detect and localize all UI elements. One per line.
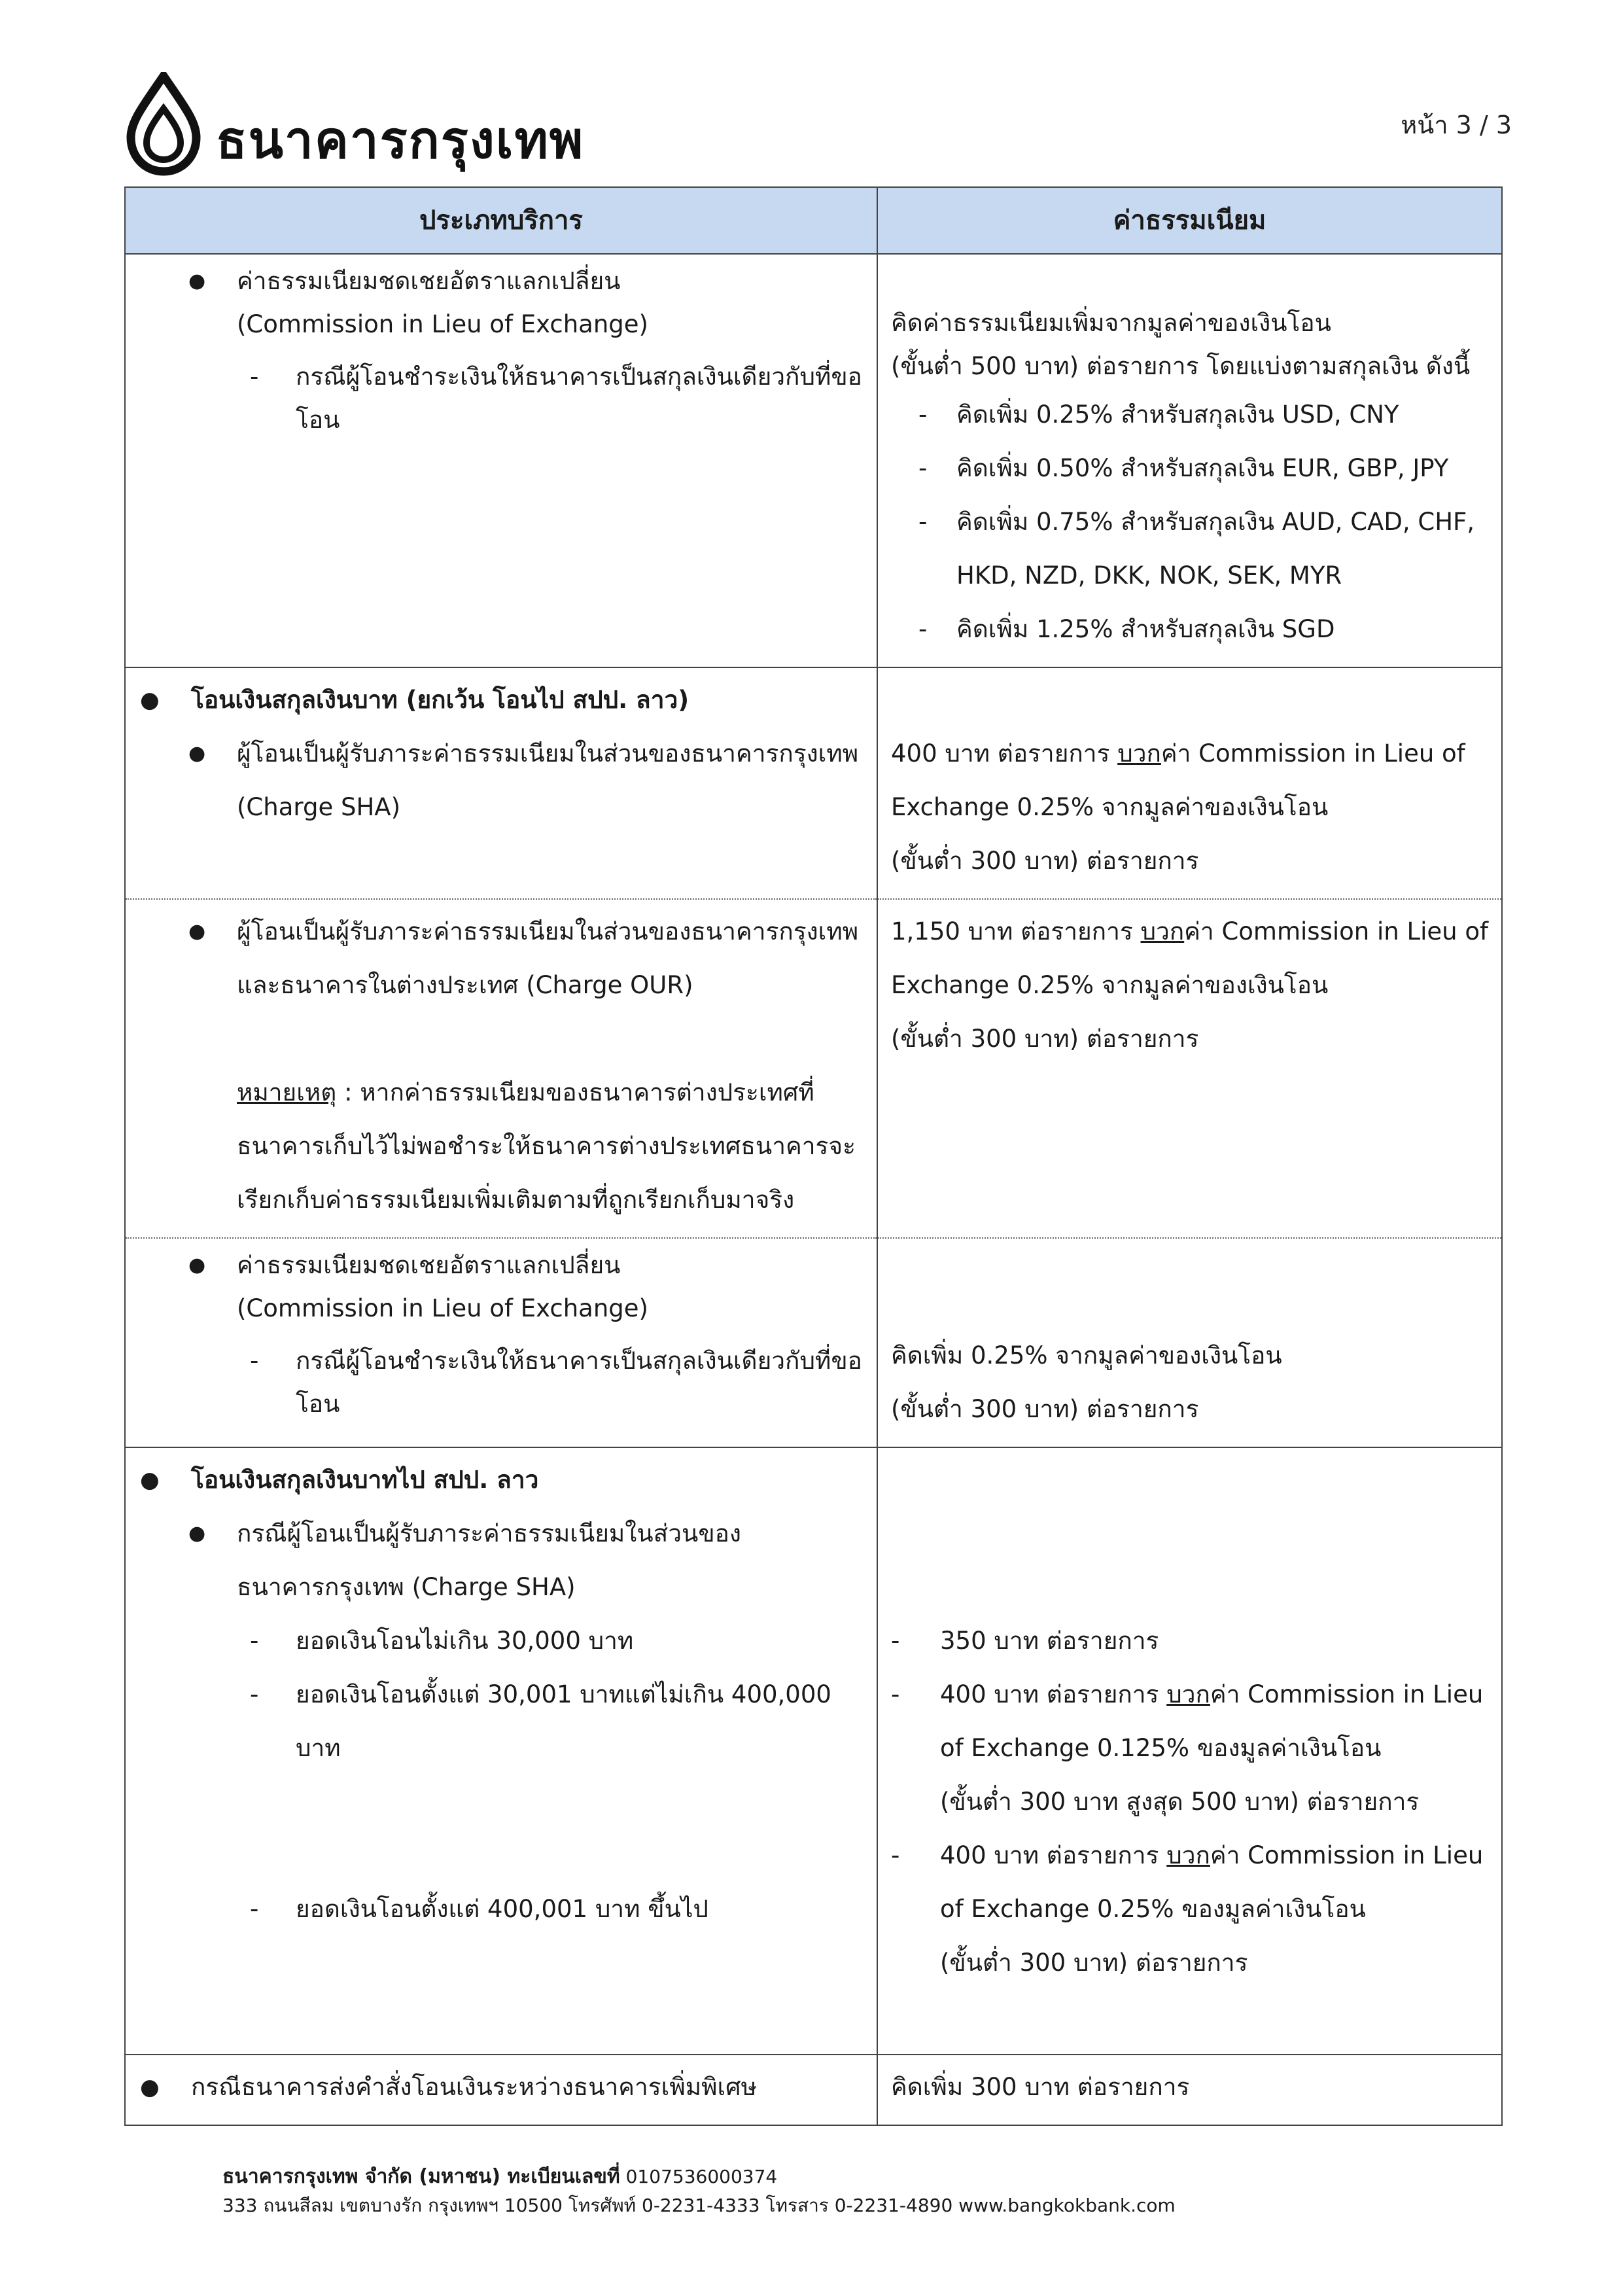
fee-minimum: (ขั้นต่ำ 300 บาท สูงสุด 500 บาท) ต่อรายการ xyxy=(940,1788,1420,1816)
footer-registration-number: 0107536000374 xyxy=(620,2166,778,2187)
fee-amount: 1,150 บาท ต่อรายการ xyxy=(891,917,1141,945)
service-item-en: (Commission in Lieu of Exchange) xyxy=(237,310,648,338)
table-row xyxy=(125,667,1502,899)
tier-fee xyxy=(878,1829,1501,1936)
fee-commission: ค่า Commission in Lieu of Exchange 0.25% จากมูลค่าของเงินโอน xyxy=(891,917,1489,999)
service-item: ● กรณีธนาคารส่งคำสั่งโอนเงินระหว่างธนาคารเพิ่มพิเศษ xyxy=(126,2060,877,2114)
service-item: ● ผู้โอนเป็นผู้รับภาระค่าธรรมเนียมในส่วนของธนาคารกรุงเทพ xyxy=(126,905,877,959)
service-subitem: - กรณีผู้โอนชำระเงินให้ธนาคารเป็นสกุลเงินเดียวกับที่ขอโอน xyxy=(126,1339,877,1426)
table-row xyxy=(125,899,1502,1238)
service-item-note: ธนาคารกรุงเทพ (Charge SHA) xyxy=(237,1573,576,1601)
table-row xyxy=(125,1238,1502,1447)
fee-cell xyxy=(877,667,1502,899)
table-row xyxy=(125,254,1502,667)
tier-item: - ยอดเงินโอนตั้งแต่ 30,001 บาทแต่ไม่เกิน 400,000 บาท xyxy=(126,1668,877,1775)
tier-fee xyxy=(878,1668,1501,1775)
table-row xyxy=(125,1447,1502,2055)
fee-commission: ค่า Commission in Lieu of Exchange 0.25% ของมูลค่าเงินโอน xyxy=(940,1841,1484,1923)
section-heading: ● โอนเงินสกุลเงินบาทไป สปป. ลาว xyxy=(126,1453,877,1507)
fee-amount: 400 บาท ต่อรายการ xyxy=(940,1680,1167,1708)
column-header-service: ประเภทบริการ xyxy=(125,187,877,254)
remark-text xyxy=(126,1066,877,1227)
fee-cell xyxy=(877,1238,1502,1447)
service-cell xyxy=(125,2055,877,2125)
service-item: ● กรณีผู้โอนเป็นผู้รับภาระค่าธรรมเนียมในส่วนของ xyxy=(126,1507,877,1561)
service-cell xyxy=(125,667,877,899)
service-cell xyxy=(125,1447,877,2055)
footer-company-line xyxy=(222,2163,1176,2191)
fee-line: (ขั้นต่ำ 500 บาท) ต่อรายการ โดยแบ่งตามสกุลเงิน ดังนี้ xyxy=(891,352,1471,380)
page-number: หน้า 3 / 3 xyxy=(1401,111,1512,139)
footer-address-line: 333 ถนนสีลม เขตบางรัก กรุงเทพฯ 10500 โทรศัพท์ 0-2231-4333 โทรสาร 0-2231-4890 www.bangkokbank.com xyxy=(222,2195,1176,2216)
service-item: ● ผู้โอนเป็นผู้รับภาระค่าธรรมเนียมในส่วนของธนาคารกรุงเทพ xyxy=(126,727,877,781)
fee-list-item: - คิดเพิ่ม 1.25% สำหรับสกุลเงิน SGD xyxy=(878,603,1501,656)
fee-amount: 400 บาท ต่อรายการ xyxy=(891,739,1118,768)
fee-plus-label: บวก xyxy=(1117,739,1161,768)
fee-cell xyxy=(877,2055,1502,2125)
section-heading: ● โอนเงินสกุลเงินบาท (ยกเว้น โอนไป สปป. ลาว) xyxy=(126,673,877,727)
fee-minimum: (ขั้นต่ำ 300 บาท) ต่อรายการ xyxy=(940,1949,1248,1977)
service-subitem: - กรณีผู้โอนชำระเงินให้ธนาคารเป็นสกุลเงินเดียวกับที่ขอโอน xyxy=(126,355,877,442)
fee-plus-label: บวก xyxy=(1166,1841,1210,1869)
fee-list-item: - คิดเพิ่ม 0.75% สำหรับสกุลเงิน AUD, CAD, CHF, HKD, NZD, DKK, NOK, SEK, MYR xyxy=(878,495,1501,603)
fee-table xyxy=(124,186,1503,2126)
tier-item: - ยอดเงินโอนตั้งแต่ 400,001 บาท ขึ้นไป xyxy=(126,1882,877,1936)
fee-plus-label: บวก xyxy=(1166,1680,1210,1708)
column-header-fee: ค่าธรรมเนียม xyxy=(877,187,1502,254)
fee-commission: ค่า Commission in Lieu of Exchange 0.125% ของมูลค่าเงินโอน xyxy=(940,1680,1484,1762)
fee-line: คิดเพิ่ม 300 บาท ต่อรายการ xyxy=(891,2073,1190,2101)
fee-minimum: (ขั้นต่ำ 300 บาท) ต่อรายการ xyxy=(891,1025,1199,1053)
service-item: ● ค่าธรรมเนียมชดเชยอัตราแลกเปลี่ยน xyxy=(126,260,877,303)
footer-company-name: ธนาคารกรุงเทพ จำกัด (มหาชน) ทะเบียนเลขที่ xyxy=(222,2165,620,2188)
service-item-en: (Commission in Lieu of Exchange) xyxy=(237,1294,648,1322)
fee-text xyxy=(878,727,1501,834)
service-item-note: และธนาคารในต่างประเทศ (Charge OUR) xyxy=(237,971,693,999)
remark-label: หมายเหตุ xyxy=(237,1078,337,1106)
fee-cell xyxy=(877,1447,1502,2055)
fee-cell xyxy=(877,899,1502,1238)
fee-plus-label: บวก xyxy=(1140,917,1185,945)
bank-name: ธนาคารกรุงเทพ xyxy=(216,111,585,170)
service-item: ● ค่าธรรมเนียมชดเชยอัตราแลกเปลี่ยน xyxy=(126,1244,877,1287)
fee-text xyxy=(878,905,1501,1012)
fee-line: (ขั้นต่ำ 300 บาท) ต่อรายการ xyxy=(891,1395,1199,1423)
fee-list-item: - คิดเพิ่ม 0.25% สำหรับสกุลเงิน USD, CNY xyxy=(878,388,1501,442)
tier-fee: - 350 บาท ต่อรายการ xyxy=(878,1614,1501,1668)
footer xyxy=(222,2163,1176,2220)
fee-cell xyxy=(877,254,1502,667)
fee-line: คิดเพิ่ม 0.25% จากมูลค่าของเงินโอน xyxy=(891,1341,1282,1369)
service-item-note: (Charge SHA) xyxy=(237,793,401,821)
bank-logo xyxy=(124,72,713,177)
fee-commission: ค่า Commission in Lieu of Exchange 0.25% จากมูลค่าของเงินโอน xyxy=(891,739,1465,821)
fee-minimum: (ขั้นต่ำ 300 บาท) ต่อรายการ xyxy=(891,847,1199,875)
table-header-row xyxy=(125,187,1502,254)
service-cell xyxy=(125,254,877,667)
service-cell xyxy=(125,899,877,1238)
fee-line: คิดค่าธรรมเนียมเพิ่มจากมูลค่าของเงินโอน xyxy=(891,309,1331,337)
service-cell xyxy=(125,1238,877,1447)
fee-amount: 400 บาท ต่อรายการ xyxy=(940,1841,1167,1869)
remark-body: : หากค่าธรรมเนียมของธนาคารต่างประเทศที่ธนาคารเก็บไว้ไม่พอชำระให้ธนาคารต่างประเทศธนาคารจะเรียกเก็บค่าธรรมเนียมเพิ่มเติมตามที่ถูกเรียกเก็บมาจริง xyxy=(237,1078,856,1214)
tier-item: - ยอดเงินโอนไม่เกิน 30,000 บาท xyxy=(126,1614,877,1668)
lotus-logo-icon xyxy=(124,72,203,177)
fee-list-item: - คิดเพิ่ม 0.50% สำหรับสกุลเงิน EUR, GBP, JPY xyxy=(878,442,1501,495)
table-row xyxy=(125,2055,1502,2125)
